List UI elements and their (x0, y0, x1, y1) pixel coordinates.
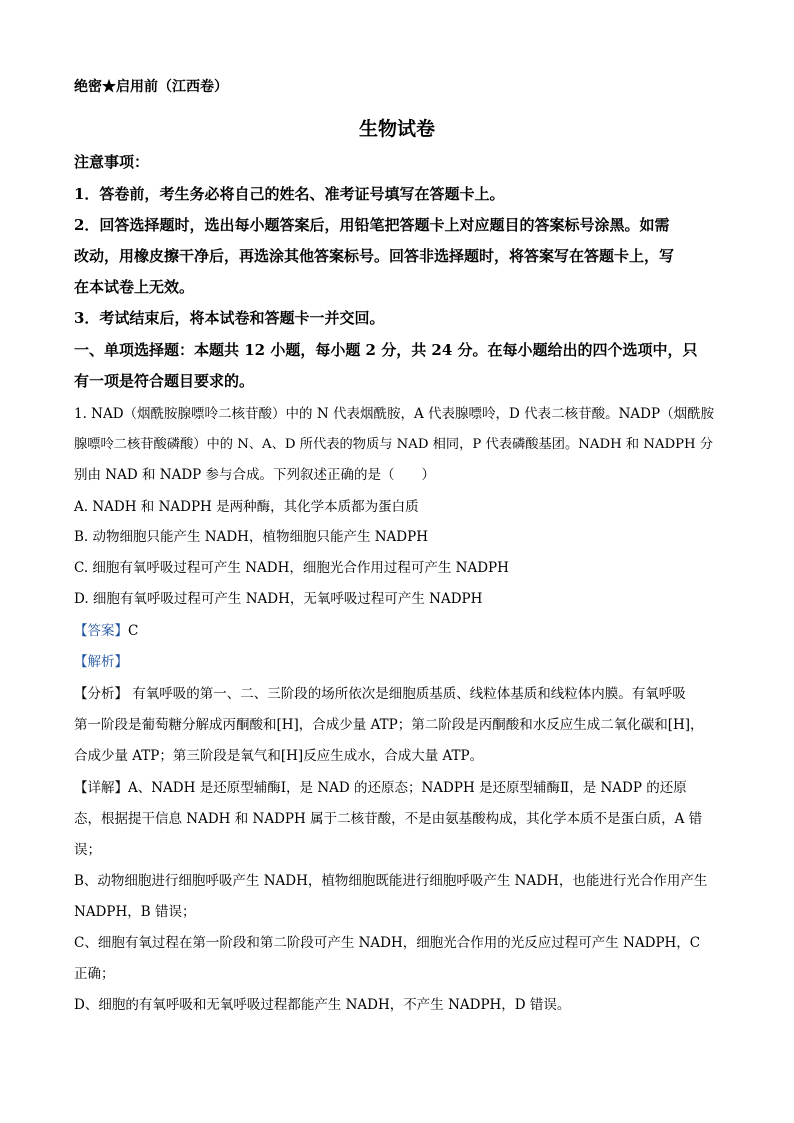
fenxi-line-1 (74, 682, 724, 702)
notice-item-2-line-3: 在本试卷上无效。 (74, 278, 195, 296)
detail-tag: 【详解】 (74, 780, 128, 796)
detail-a-line-1 (74, 776, 724, 796)
page-title: 生物试卷 (358, 118, 435, 140)
detail-a-line-2: 态，根据提干信息 NADH 和 NADPH 属于二核苷酸，不是由氨基酸构成，其化学本质不是蛋白质，A 错 (74, 811, 703, 827)
fenxi-line-2: 第一阶段是葡萄糖分解成丙酮酸和[H]，合成少量 ATP；第二阶段是丙酮酸和水反应生成二氧化碳和[H]， (74, 717, 704, 733)
question-stem-line-1: 1. NAD（烟酰胺腺嘌呤二核苷酸）中的 N 代表烟酰胺，A 代表腺嘌呤，D 代表二核苷酸。NADP（烟酰胺 (74, 406, 715, 422)
notice-heading: 注意事项： (74, 153, 150, 171)
question-stem-line-2: 腺嘌呤二核苷酸磷酸）中的 N、A、D 所代表的物质与 NAD 相同，P 代表磷酸基团。NADH 和 NADPH 分 (74, 437, 714, 452)
section-heading-line-1: 一、单项选择题：本题共 12 小题，每小题 2 分，共 24 分。在每小题给出的四个选项中，只 (74, 341, 698, 359)
analysis-tag: 【解析】 (74, 654, 128, 670)
detail-c-line-1: C、细胞有氧过程在第一阶段和第二阶段可产生 NADH，细胞光合作用的光反应过程可产生 NADPH，C (74, 935, 701, 951)
notice-item-3: 3．考试结束后，将本试卷和答题卡一并交回。 (74, 309, 385, 327)
fenxi-tag: 【分析】 (74, 686, 128, 702)
detail-b-line-2: NADPH，B 错误； (74, 904, 196, 920)
detail-c-line-2: 正确； (74, 966, 115, 982)
section-heading-line-2: 有一项是符合题目要求的。 (74, 372, 255, 390)
detail-a-text-1: A、NADH 是还原型辅酶Ⅰ，是 NAD 的还原态；NADPH 是还原型辅酶Ⅱ，是 NADP 的还原 (128, 780, 687, 796)
option-d: D. 细胞有氧呼吸过程可产生 NADH，无氧呼吸过程可产生 NADPH (74, 591, 483, 607)
notice-item-2-line-2: 改动，用橡皮擦干净后，再选涂其他答案标号。回答非选择题时，将答案写在答题卡上，写 (74, 247, 675, 265)
detail-a-line-3: 误； (74, 842, 101, 858)
option-b: B. 动物细胞只能产生 NADH，植物细胞只能产生 NADPH (74, 529, 428, 545)
notice-item-1: 1．答卷前，考生务必将自己的姓名、准考证号填写在答题卡上。 (74, 185, 505, 203)
fenxi-text-1: 有氧呼吸的第一、二、三阶段的场所依次是细胞质基质、线粒体基质和线粒体内膜。有氧呼吸 (128, 686, 686, 702)
option-c: C. 细胞有氧呼吸过程可产生 NADH，细胞光合作用过程可产生 NADPH (74, 560, 509, 576)
answer-row (74, 619, 724, 639)
detail-b-line-1: B、动物细胞进行细胞呼吸产生 NADH，植物细胞既能进行细胞呼吸产生 NADH，也能进行光合作用产生 (74, 873, 708, 889)
detail-d-line-1: D、细胞的有氧呼吸和无氧呼吸过程都能产生 NADH，不产生 NADPH，D 错误。 (74, 997, 571, 1013)
answer-tag: 【答案】 (74, 623, 128, 639)
notice-item-2-line-1: 2．回答选择题时，选出每小题答案后，用铅笔把答题卡上对应题目的答案标号涂黑。如需 (74, 216, 670, 234)
question-stem-line-3: 别由 NAD 和 NADP 参与合成。下列叙述正确的是（ ） (74, 467, 436, 483)
fenxi-line-3: 合成少量 ATP；第三阶段是氧气和[H]反应生成水，合成大量 ATP。 (74, 748, 484, 764)
confidential-label: 绝密★启用前（江西卷） (74, 79, 228, 95)
answer-value: C (128, 623, 139, 639)
analysis-row (74, 650, 724, 670)
option-a: A. NADH 和 NADPH 是两种酶，其化学本质都为蛋白质 (74, 499, 419, 515)
